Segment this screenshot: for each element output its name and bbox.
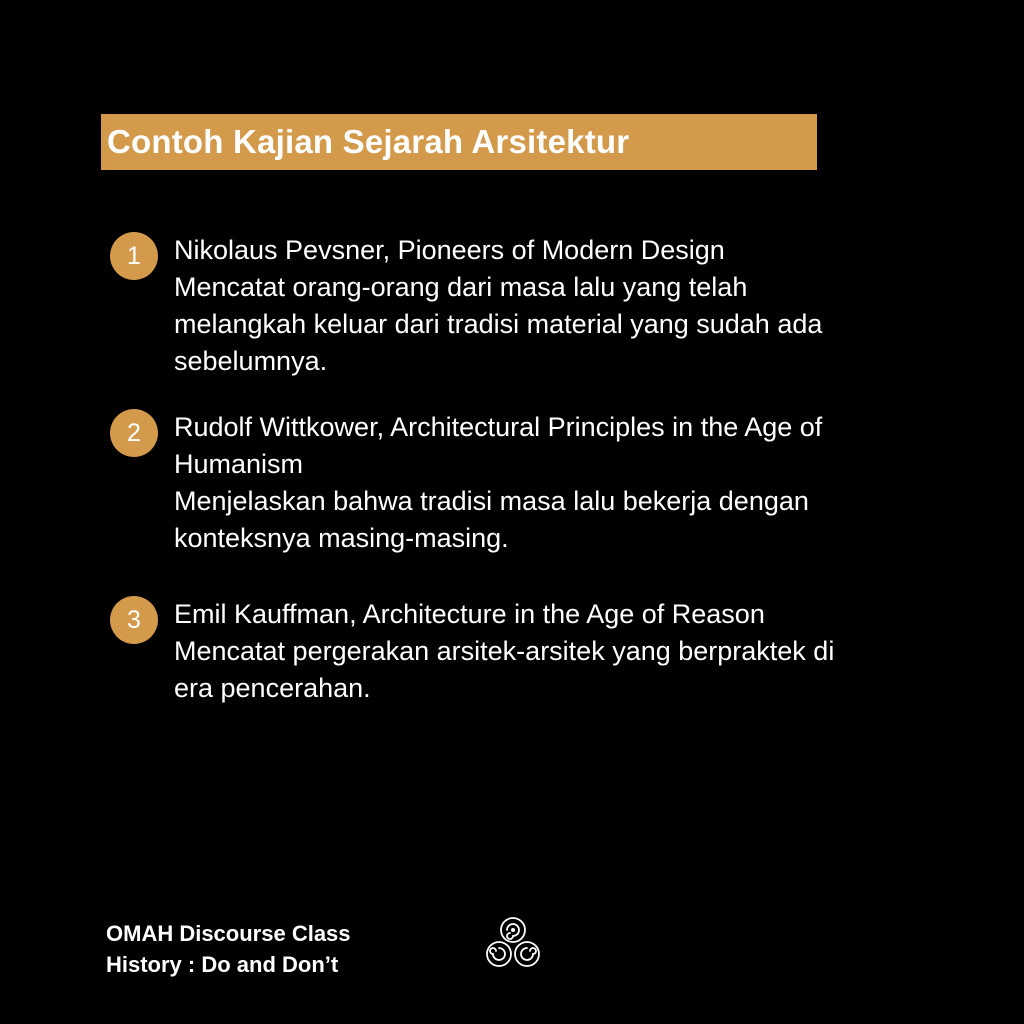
- number-badge: 3: [110, 596, 158, 644]
- item-heading: Nikolaus Pevsner, Pioneers of Modern Design: [174, 235, 725, 265]
- item-description-line: Menjelaskan bahwa tradisi masa lalu bekerja dengan: [174, 486, 809, 516]
- item-description-line: era pencerahan.: [174, 673, 371, 703]
- item-description-line: konteksnya masing-masing.: [174, 523, 509, 553]
- item-description-line: Mencatat orang-orang dari masa lalu yang telah: [174, 272, 748, 302]
- triple-spiral-icon: [482, 914, 544, 972]
- item-text: [174, 409, 934, 557]
- number-badge: 1: [110, 232, 158, 280]
- title-banner: [101, 114, 817, 170]
- item-heading: Humanism: [174, 449, 304, 479]
- footer-caption: [106, 918, 351, 980]
- item-description-line: Mencatat pergerakan arsitek-arsitek yang berpraktek di: [174, 636, 835, 666]
- footer-topic: History : Do and Don’t: [106, 952, 339, 977]
- item-heading: Rudolf Wittkower, Architectural Principles in the Age of: [174, 412, 823, 442]
- item-heading: Emil Kauffman, Architecture in the Age of Reason: [174, 599, 765, 629]
- item-text: [174, 596, 934, 707]
- item-text: [174, 232, 934, 380]
- footer-class-name: OMAH Discourse Class: [106, 921, 351, 946]
- item-description-line: melangkah keluar dari tradisi material yang sudah ada: [174, 309, 823, 339]
- number-badge: 2: [110, 409, 158, 457]
- page-title: Contoh Kajian Sejarah Arsitektur: [107, 123, 630, 160]
- item-description-line: sebelumnya.: [174, 346, 328, 376]
